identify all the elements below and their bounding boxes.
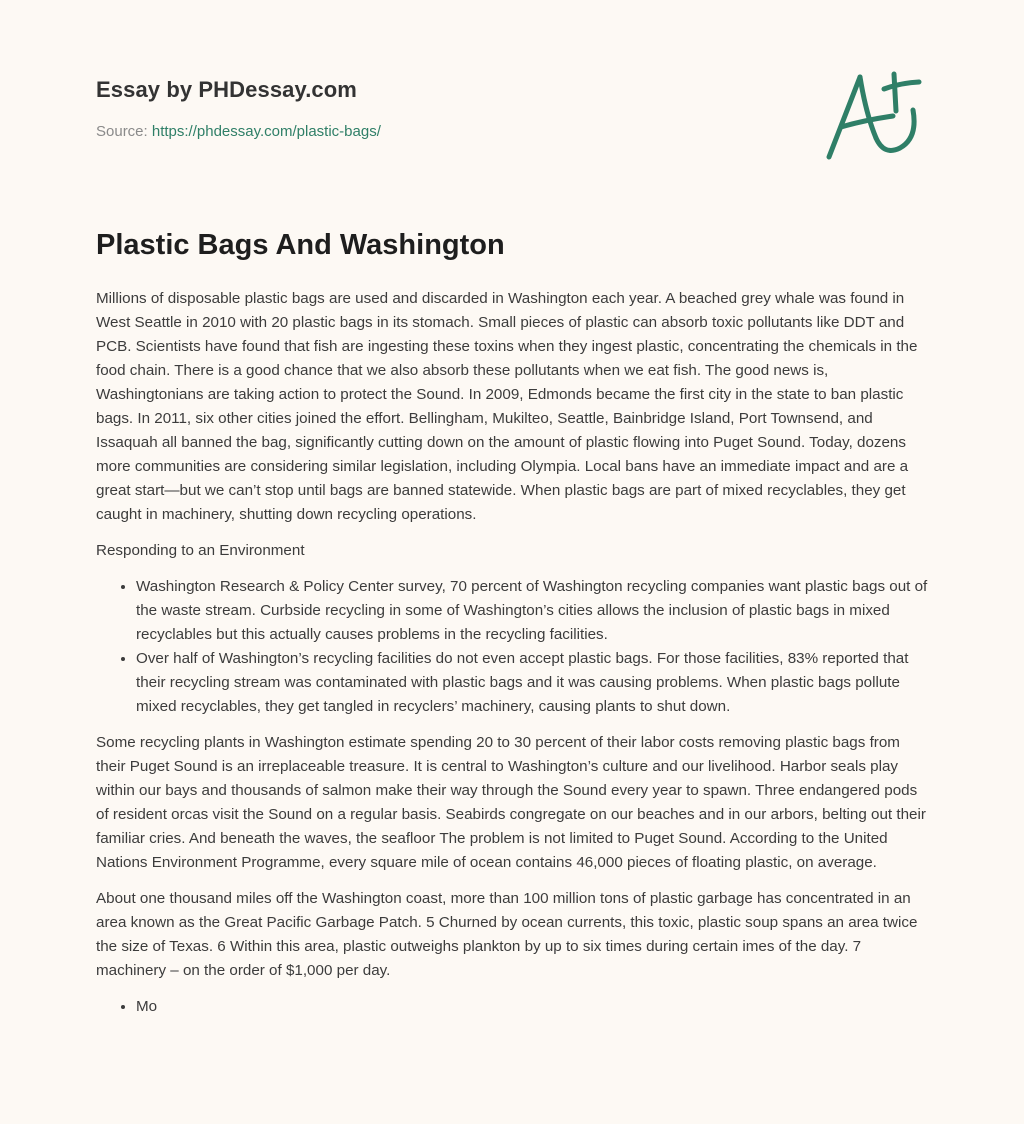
section-subheading: Responding to an Environment bbox=[96, 542, 305, 559]
essay-header bbox=[96, 76, 928, 142]
essay-article bbox=[96, 226, 930, 1031]
a-plus-grade-icon bbox=[820, 64, 930, 169]
bullet-list-recycling bbox=[96, 575, 930, 719]
list-item: • Mo bbox=[136, 995, 930, 1019]
list-item: • Washington Research & Policy Center survey, 70 percent of Washington recycling companies want plastic bags out of the waste stream. Curbside recycling in some of Washington’s cities allows the inclusion of plastic bags in mixed recyclables but this actually causes problems in the recycling facilities. bbox=[136, 575, 930, 647]
source-line bbox=[96, 122, 928, 142]
source-label: Source: bbox=[96, 123, 148, 140]
paragraph-garbage-patch: About one thousand miles off the Washington coast, more than 100 million tons of plastic garbage has concentrated in an area known as the Great Pacific Garbage Patch. 5 Churned by ocean currents, this toxic, plastic soup spans an area twice the size of Texas. 6 Within this area, plastic outweighs plankton by up to six times during certain imes of the day. 7 machinery – on the order of $1,000 per day. bbox=[96, 890, 918, 979]
paragraph-puget-sound: Some recycling plants in Washington estimate spending 20 to 30 percent of their labor costs removing plastic bags from their Puget Sound is an irreplaceable treasure. It is central to Washington’s culture and our livelihood. Harbor seals play within our bays and thousands of salmon make their way through the Sound every year to spawn. Three endangered pods of resident orcas visit the Sound on a regular basis. Seabirds congregate on our beaches and in our arbors, belting out their familiar cries. And beneath the waves, the seafloor The problem is not limited to Puget Sound. According to the United Nations Environment Programme, every square mile of ocean contains 46,000 pieces of floating plastic, on average. bbox=[96, 734, 926, 871]
brand-title: Essay by PHDessay.com bbox=[96, 77, 357, 102]
source-link[interactable]: https://phdessay.com/plastic-bags/ bbox=[151, 123, 381, 140]
list-item: • Over half of Washington’s recycling facilities do not even accept plastic bags. For those facilities, 83% reported that their recycling stream was contaminated with plastic bags and it was causing problems. When plastic bags pollute mixed recyclables, they get tangled in recyclers’ machinery, causing plants to shut down. bbox=[136, 647, 930, 719]
essay-title: Plastic Bags And Washington bbox=[96, 229, 505, 261]
bullet-list-truncated bbox=[96, 995, 930, 1019]
paragraph-intro: Millions of disposable plastic bags are used and discarded in Washington each year. A beached grey whale was found in West Seattle in 2010 with 20 plastic bags in its stomach. Small pieces of plastic can absorb toxic pollutants like DDT and PCB. Scientists have found that fish are ingesting these toxins when they ingest plastic, concentrating the chemicals in the food chain. There is a good chance that we also absorb these pollutants when we eat fish. The good news is, Washingtonians are taking action to protect the Sound. In 2009, Edmonds became the first city in the state to ban plastic bags. In 2011, six other cities joined the effort. Bellingham, Mukilteo, Seattle, Bainbridge Island, Port Townsend, and Issaquah all banned the bag, significantly cutting down on the amount of plastic flowing into Puget Sound. Today, dozens more communities are considering similar legislation, including Olympia. Local bans have an immediate impact and are a great start—but we can’t stop until bags are banned statewide. When plastic bags are part of mixed recyclables, they get caught in machinery, shutting down recycling operations. bbox=[96, 290, 918, 523]
